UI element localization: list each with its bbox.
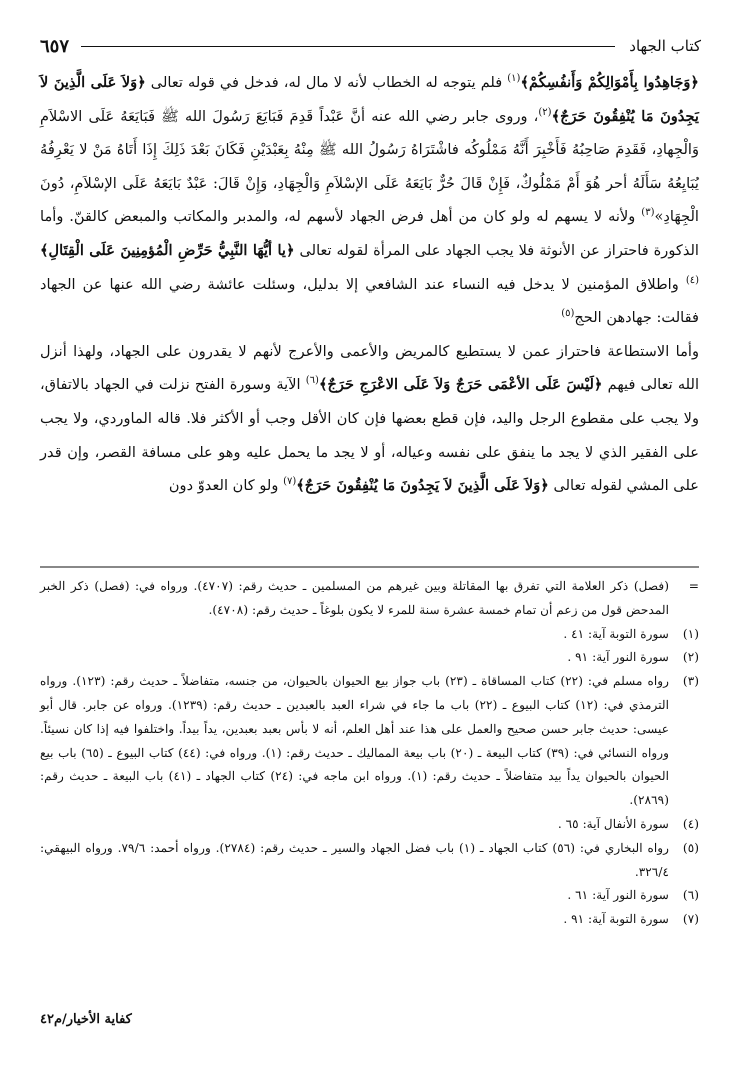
footnote-1 <box>40 623 699 647</box>
quran-verse: ﴿وَجَاهِدُوا بِأَمْوَالِكُمْ وَأَنفُسِكُمْ﴾ <box>520 74 699 91</box>
body-text: وأما الاستطاعة فاحتراز عمن لا يستطيع كالمريض والأعمى والأعرج لأنهم لا يقدرون على الجهاد، ولهذا أنزل الله تعالى فيهم <box>40 342 699 394</box>
body-text: ولأنه لا يسهم له ولو كان من أهل فرض الجهاد لأسهم له، والمدبر والمكاتب والمبعض كالقنّ. وأما الذكورة فاحتراز عن الأنوثة فلا يجب الجهاد على المرأة لقوله تعالى <box>40 208 699 259</box>
footnote-7 <box>40 908 699 932</box>
footnote-ref: (٧) <box>283 476 297 488</box>
quran-verse: ﴿يا أيُّهَا النَّبِيُّ حَرِّضِ الْمُؤمِنِينَ عَلَى الْقِتَالِ﴾ <box>40 241 295 259</box>
running-header <box>40 32 701 60</box>
body-text: واطلاق المؤمنين لا يدخل فيه النساء عند الشافعي إلا بدليل، وسئلت عائشة رضي الله عنها عن الجهاد فقالت: جهادهن الحج <box>40 275 699 327</box>
footnote-marker: (١) <box>682 626 699 641</box>
footnote-marker: (٥) <box>682 840 699 855</box>
chapter-title: كتاب الجهاد <box>629 37 701 55</box>
quran-verse: ﴿وَلاَ عَلَى الَّذِينَ لاَ يَجِدُونَ مَا يُنْفِقُونَ حَرَجٌ﴾ <box>40 74 699 125</box>
footnote-ref: (٤) <box>685 274 699 286</box>
footnote-ref: (٥) <box>561 308 575 320</box>
footnote-continuation <box>40 575 699 623</box>
printer-signature: كفاية الأخيار/م٤٢ <box>40 1012 132 1027</box>
footnote-ref: (٣) <box>641 207 655 219</box>
footnote-6 <box>40 884 699 908</box>
footnote-2 <box>40 646 699 670</box>
footnote-marker: (٦) <box>682 888 699 903</box>
footnote-text: سورة الأنفال آية: ٦٥ . <box>557 816 669 831</box>
footnote-marker: (٤) <box>682 816 699 831</box>
paragraph-1 <box>40 66 699 335</box>
footnote-marker: (٣) <box>682 674 699 689</box>
footnote-marker: (٧) <box>682 912 699 927</box>
footnote-text: رواه البخاري في: (٥٦) كتاب الجهاد ـ (١) باب فضل الجهاد والسير ـ حديث رقم: (٢٧٨٤). ورواه أحمد: ٧٩/٦. ورواه البيهقي: ٣٢٦/٤. <box>40 840 669 879</box>
footnote-3 <box>40 670 699 813</box>
footnote-text: سورة التوبة آية: ٤١ . <box>563 626 669 641</box>
footnote-marker: = <box>688 579 699 593</box>
footnote-text: سورة النور آية: ٩١ . <box>567 650 669 665</box>
footnotes <box>40 575 699 932</box>
footnote-marker: (٢) <box>682 650 699 665</box>
body-text: الآية وسورة الفتح نزلت في الجهاد بالاتفاق، ولا يجب على مقطوع الرجل واليد، فإن قطع بعضها فإن كان الأقل وجب أو الأكثر فلا. قاله الماوردي، ولا يجب على الفقير الذي لا يجد ما ينفق على نفسه وعياله، أو لا يجد ما يحمل عليه وهو على مسافة القصر، وإن قدر على المشي لقوله تعالى <box>40 376 699 495</box>
footnote-ref: (٢) <box>538 106 552 118</box>
footnote-text: سورة النور آية: ٦١ . <box>567 888 669 903</box>
footnote-5 <box>40 837 699 885</box>
footnote-ref: (١) <box>507 73 521 85</box>
body-text: ولو كان العدوّ دون <box>168 477 284 495</box>
page-number: ٦٥٧ <box>40 35 70 57</box>
paragraph-2 <box>40 335 699 503</box>
header-rule <box>81 46 615 47</box>
footnote-divider <box>40 566 699 568</box>
body-text: ، وروى جابر رضي الله عنه أنَّ عَبْداً قَدِمَ فَبَايَعَ رَسُولَ الله ﷺ فَبَايَعَهُ عَلَى الاسْلاَمِ وَالْجِهادِ، فَقَدِمَ صَاحِبُهُ فَأَخْبِرَ أَنَّهُ مَمْلُوكُه فاشْتَرَاهُ رَسُولُ الله ﷺ مِنْهُ بِعَبْدَيْنِ فَكَانَ بَعْدَ ذَلِكَ إِذَا أَتَاهُ مَنْ لا يَعْرِفُهُ يُبَايِعُهُ سَأَلَهُ أحر هُوَ أَمْ مَمْلُوكٌ، فَإِنْ قَالَ حُرٌّ بَايَعَهُ عَلَى الإسْلاَمِ وَالْجِهَادِ، وَإِنْ قَالَ: عَبْدٌ بَايَعَهُ عَلَى الإسْلاَمِ، دُونَ الْجِهَادِ» <box>40 107 699 226</box>
quran-verse: ﴿وَلاَ عَلَى الَّذِينَ لاَ يَجِدُونَ مَا يُنْفِقُونَ حَرَجٌ﴾ <box>296 477 549 495</box>
body-text: فلم يتوجه له الخطاب لأنه لا مال له، فدخل في قوله تعالى <box>145 74 508 91</box>
footnote-text: رواه مسلم في: (٢٢) كتاب المساقاة ـ (٢٣) باب جواز بيع الحيوان بالحيوان، من جنسه، متفاضلاً ـ حديث رقم: (١٢٣). ورواه الترمذي في: (١٢) كتاب البيوع ـ (٢٢) باب ما جاء في شراء العبد بالعبدين ـ حديث رقم: (١٢٣٩). ورواه عن جابر. قال أبو عيسى: حديث جابر حسن صحيح والعمل على هذا عند أهل العلم، أنه لا بأس بعبد بعبدين، يداً بيداً. واختلفوا فيه إذا كان نسيئاً. ورواه النسائي في: (٣٩) كتاب البيعة ـ (٢٠) باب بيعة المماليك ـ حديث رقم: (١). ورواه في: (٤٤) كتاب البيوع ـ (٦٥) باب بيع الحيوان بالحيوان يداً بيد متفاضلاً ـ حديث رقم: (١). ورواه ابن ماجه في: (٢٤) كتاب الجهاد ـ (٤١) باب البيعة ـ حديث رقم: (٢٨٦٩). <box>40 674 670 808</box>
footnote-text: (فصل) ذكر العلامة التي تفرق بها المقاتلة وبين غيرهم من المسلمين ـ حديث رقم: (٤٧٠٧). ورواه في: (فصل) ذكر الخبر المدحض قول من زعم أن تمام خمسة عشرة سنة للمرء لا يكون بلوغاً ـ حديث رقم: (٤٧٠٨). <box>40 579 669 617</box>
footnote-4 <box>40 813 699 837</box>
quran-verse: ﴿لَيْسَ عَلَى الأعْمَى حَرَجٌ وَلاَ عَلَى الاعْرَجِ حَرَجٌ﴾ <box>318 376 603 394</box>
footnote-ref: (٦) <box>305 375 319 387</box>
footnote-text: سورة التوبة آية: ٩١ . <box>563 912 669 927</box>
main-text <box>40 66 699 503</box>
